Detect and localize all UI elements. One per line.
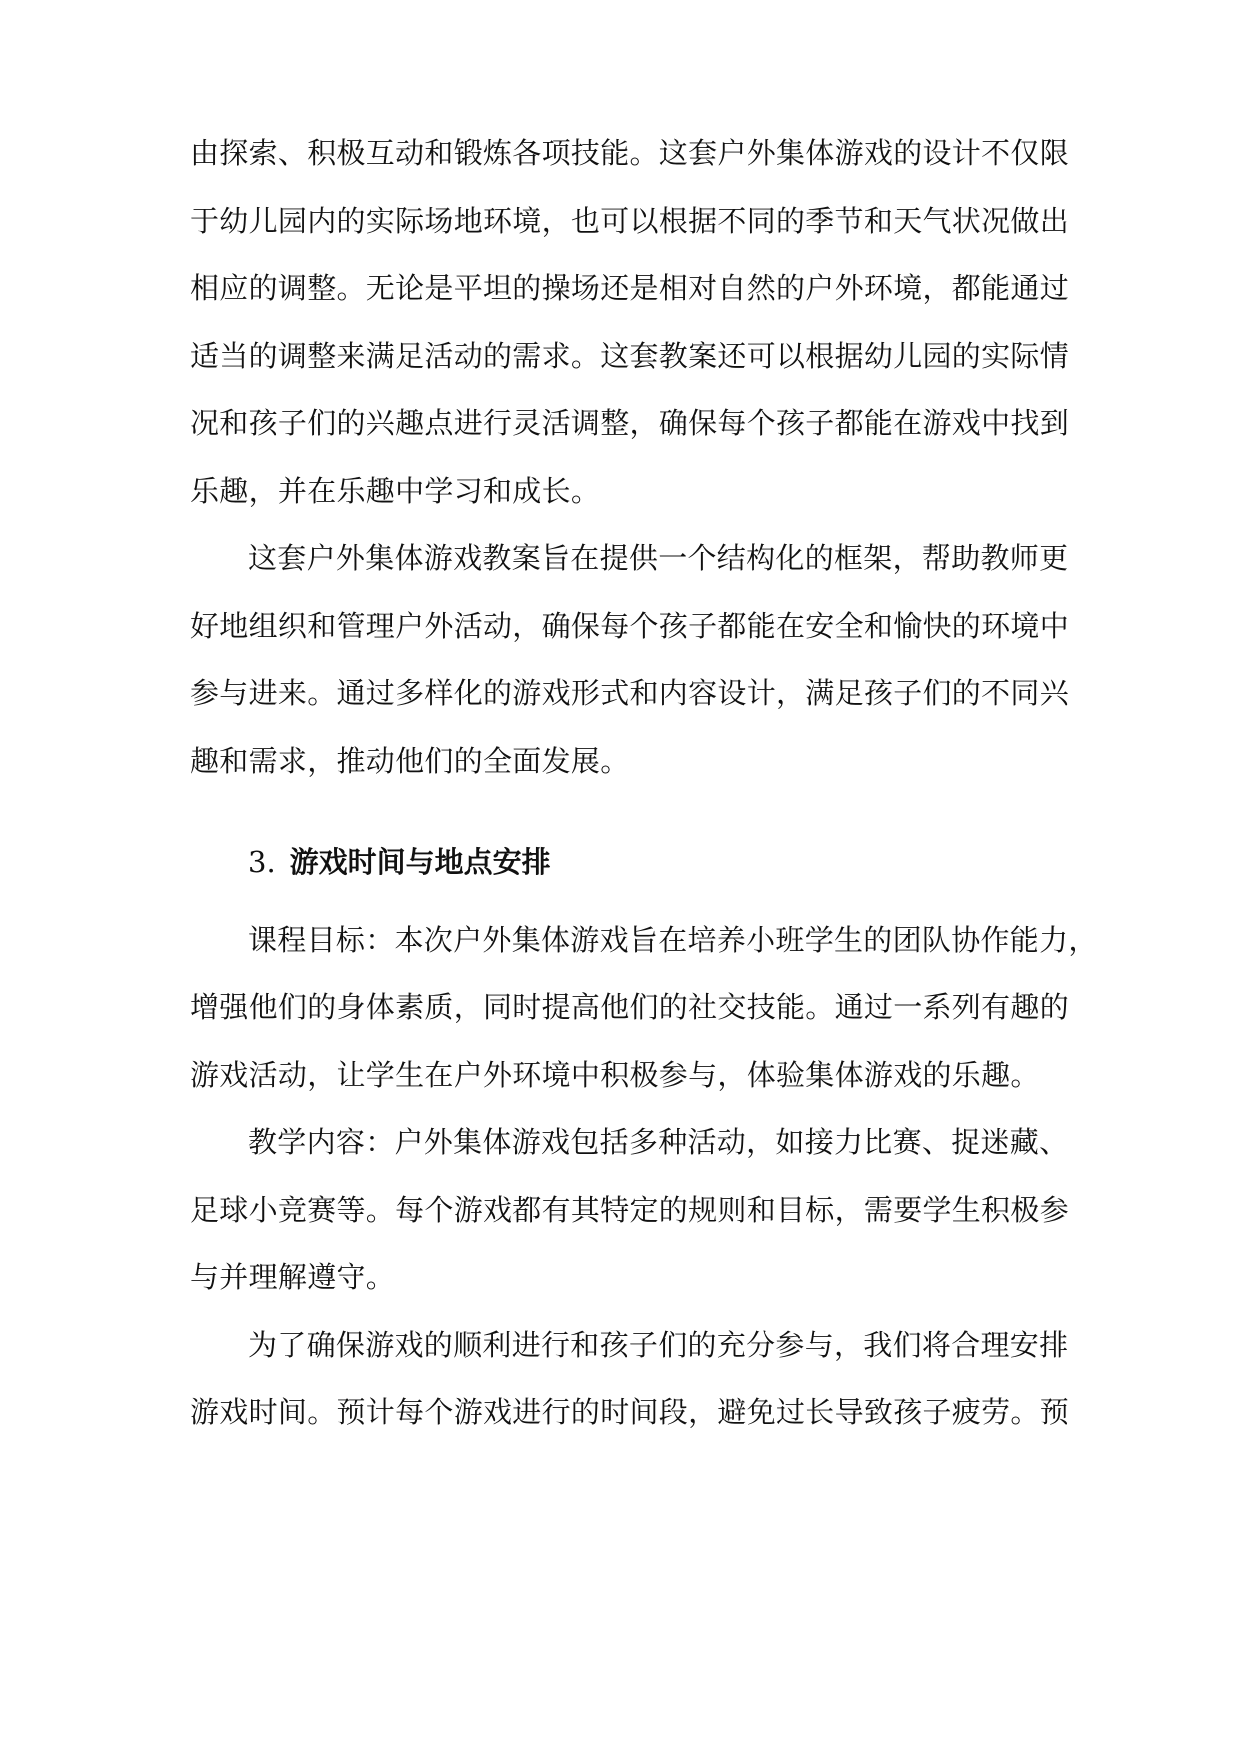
text-line: 游戏时间。预计每个游戏进行的时间段，避免过长导致孩子疲劳。预 [190,1395,1070,1429]
section-number: 3. [248,845,276,879]
text-line: 于幼儿园内的实际场地环境，也可以根据不同的季节和天气状况做出 [190,204,1070,238]
text-line: 由探索、积极互动和锻炼各项技能。这套户外集体游戏的设计不仅限 [190,136,1070,170]
text-line: 足球小竞赛等。每个游戏都有其特定的规则和目标，需要学生积极参 [190,1193,1070,1227]
text-line: 况和孩子们的兴趣点进行灵活调整，确保每个孩子都能在游戏中找到 [190,406,1070,440]
text-line: 趣和需求，推动他们的全面发展。 [190,744,630,778]
text-line: 相应的调整。无论是平坦的操场还是相对自然的户外环境，都能通过 [190,271,1070,305]
text-line: 为了确保游戏的顺利进行和孩子们的充分参与，我们将合理安排 [248,1328,1069,1362]
text-line: 乐趣，并在乐趣中学习和成长。 [190,474,601,508]
text-line: 好地组织和管理户外活动，确保每个孩子都能在安全和愉快的环境中 [190,609,1070,643]
text-line: 游戏活动，让学生在户外环境中积极参与，体验集体游戏的乐趣。 [190,1058,1040,1092]
text-line: 课程目标：本次户外集体游戏旨在培养小班学生的团队协作能力， [248,923,1098,957]
text-line: 教学内容：户外集体游戏包括多种活动，如接力比赛、捉迷藏、 [248,1125,1069,1159]
text-line: 与并理解遵守。 [190,1260,396,1294]
section-heading [248,842,551,882]
text-line: 适当的调整来满足活动的需求。这套教案还可以根据幼儿园的实际情 [190,339,1070,373]
text-line: 参与进来。通过多样化的游戏形式和内容设计，满足孩子们的不同兴 [190,676,1070,710]
section-title: 游戏时间与地点安排 [289,845,551,879]
text-line: 增强他们的身体素质，同时提高他们的社交技能。通过一系列有趣的 [190,990,1070,1024]
text-line: 这套户外集体游戏教案旨在提供一个结构化的框架，帮助教师更 [248,541,1069,575]
